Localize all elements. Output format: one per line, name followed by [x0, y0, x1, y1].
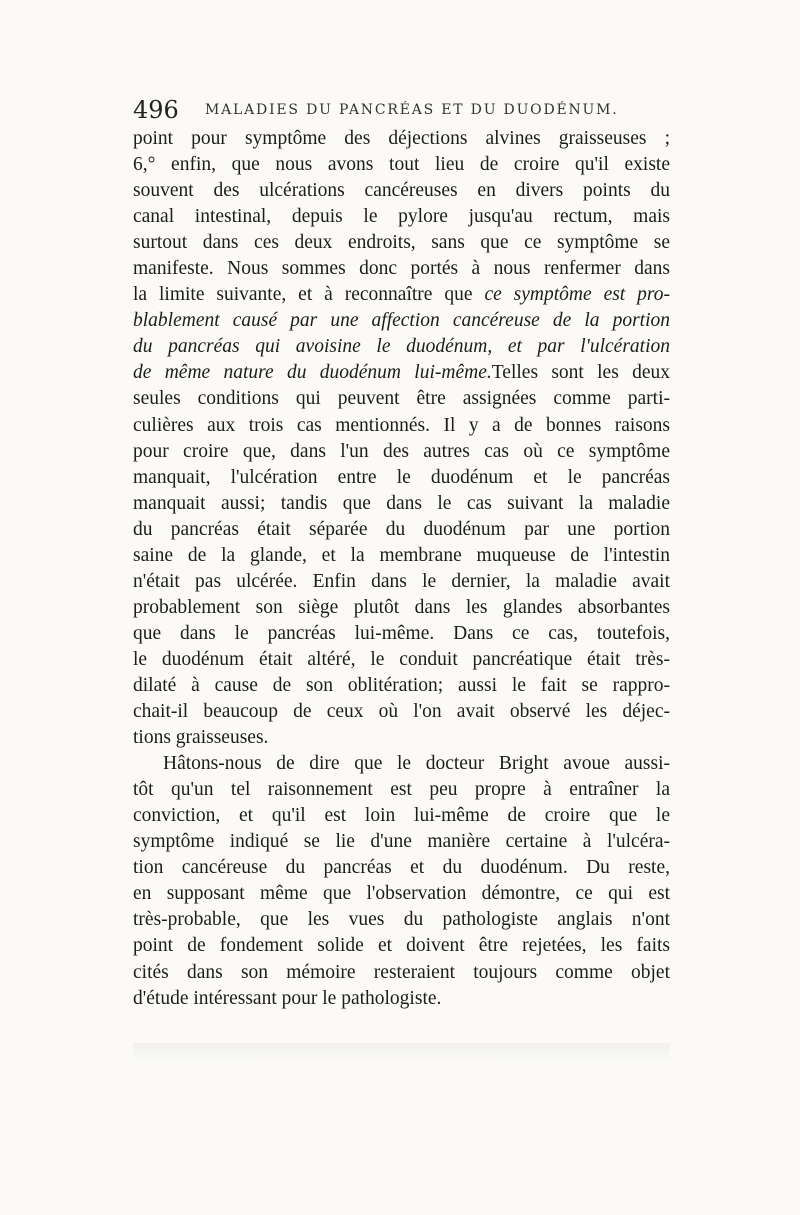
- page-number: 496: [133, 96, 179, 124]
- text-roman: Telles sont les deux: [491, 362, 670, 384]
- text-line-italic: [133, 334, 670, 360]
- text-line: cités dans son mémoire resteraient toujours comme objet: [133, 961, 670, 983]
- text-line: probablement son siège plutôt dans les glandes absorbantes: [133, 596, 670, 618]
- text-line: que dans le pancréas lui-même. Dans ce cas, toutefois,: [133, 622, 670, 644]
- show-through-shadow: [133, 1043, 670, 1063]
- text-italic: de même nature du duodénum lui-même.: [133, 362, 492, 384]
- text-line: manquait, l'ulcération entre le duodénum et le pancréas: [133, 466, 670, 488]
- text-line: Hâtons-nous de dire que le docteur Bright avoue aussi-: [163, 753, 670, 775]
- text-line: canal intestinal, depuis le pylore jusqu'au rectum, mais: [133, 206, 670, 228]
- text-line: manquait aussi; tandis que dans le cas suivant la maladie: [133, 492, 670, 514]
- running-title: MALADIES DU PANCRÉAS ET DU DUODÉNUM.: [205, 102, 619, 118]
- text-line-italic: [133, 308, 670, 334]
- text-line: tions graisseuses.: [133, 727, 269, 749]
- text-line: symptôme indiqué se lie d'une manière certaine à l'ulcéra-: [133, 831, 670, 853]
- text-roman: la limite suivante, et à reconnaître que: [133, 284, 473, 306]
- text-line: pour croire que, dans l'un des autres cas où ce symptôme: [133, 440, 670, 462]
- text-line: conviction, et qu'il est loin lui-même de croire que le: [133, 805, 670, 827]
- text-line: chait-il beaucoup de ceux où l'on avait observé les déjec-: [133, 701, 670, 723]
- body-text: [133, 126, 670, 1012]
- text-line: d'étude intéressant pour le pathologiste.: [133, 987, 442, 1009]
- text-line: du pancréas était séparée du duodénum par une portion: [133, 518, 670, 540]
- text-line: très-probable, que les vues du pathologiste anglais n'ont: [133, 909, 670, 931]
- text-line: culières aux trois cas mentionnés. Il y a de bonnes raisons: [133, 414, 670, 436]
- text-line: dilaté à cause de son oblitération; aussi le fait se rappro-: [133, 674, 670, 696]
- text-italic: du pancréas qui avoisine le duodénum, et par l'ulcération: [133, 336, 670, 358]
- text-line: manifeste. Nous sommes donc portés à nous renfermer dans: [133, 258, 670, 280]
- text-line: point pour symptôme des déjections alvines graisseuses ;: [133, 128, 670, 149]
- text-italic: ce symptôme est pro-: [484, 284, 670, 306]
- text-line: le duodénum était altéré, le conduit pancréatique était très-: [133, 648, 670, 670]
- text-line-mixed: [133, 360, 670, 386]
- text-line: saine de la glande, et la membrane muqueuse de l'intestin: [133, 544, 670, 566]
- text-italic: blablement causé par une affection cancéreuse de la portion: [133, 310, 670, 332]
- text-line: souvent des ulcérations cancéreuses en divers points du: [133, 180, 670, 202]
- text-line: n'était pas ulcérée. Enfin dans le dernier, la maladie avait: [133, 570, 670, 592]
- text-line: en supposant même que l'observation démontre, ce qui est: [133, 883, 670, 905]
- text-line: 6,° enfin, que nous avons tout lieu de croire qu'il existe: [133, 154, 670, 176]
- text-line: tion cancéreuse du pancréas et du duodénum. Du reste,: [133, 857, 670, 879]
- text-line: seules conditions qui peuvent être assignées comme parti-: [133, 388, 670, 410]
- text-line-mixed: [133, 282, 670, 308]
- text-line: point de fondement solide et doivent être rejetées, les faits: [133, 935, 670, 957]
- text-line: surtout dans ces deux endroits, sans que ce symptôme se: [133, 232, 670, 254]
- page-header: [133, 96, 668, 126]
- text-line: tôt qu'un tel raisonnement est peu propre à entraîner la: [133, 779, 670, 801]
